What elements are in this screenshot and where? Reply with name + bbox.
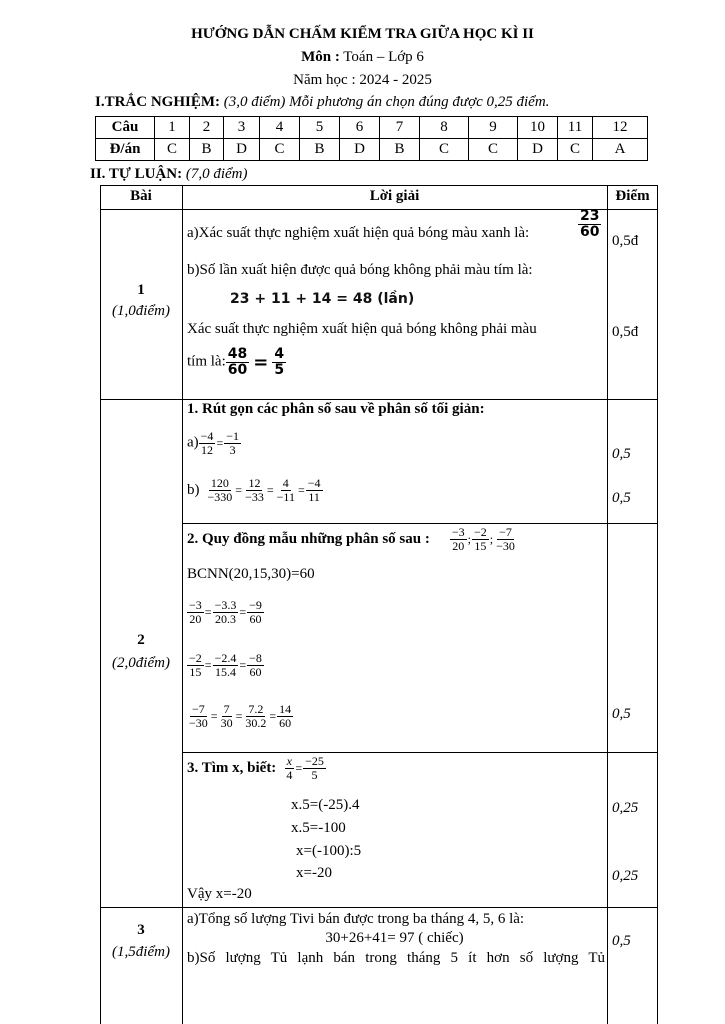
part1-title: I.TRẮC NGHIỆM:	[95, 94, 221, 110]
problem-1b-result	[187, 347, 286, 377]
problem-2-lcm: BCNN(20,15,30)=60	[187, 566, 315, 582]
part1-title-text: 1. Rút gọn các phân số sau về phân số tối giản:	[187, 401, 485, 417]
equals-sign: =	[253, 351, 269, 373]
table-border	[657, 185, 658, 1024]
question-cell: 5	[300, 117, 340, 139]
question-cell: 11	[558, 117, 593, 139]
answer-cell: B	[190, 139, 224, 161]
subject-line	[0, 49, 725, 66]
fraction-numerator: −25	[305, 754, 324, 768]
fraction-denominator: 12	[201, 442, 214, 457]
column-header-loi-giai: Lời giải	[369, 188, 420, 204]
item-prefix: b)	[187, 481, 200, 498]
answer-cell: C	[155, 139, 190, 161]
fraction-denominator: −30	[189, 715, 208, 730]
fraction-numerator: 14	[279, 702, 292, 716]
solve-conclusion: Vậy x=-20	[187, 886, 252, 902]
fraction-numerator: 120	[210, 476, 229, 490]
fraction-denominator: 15	[189, 664, 202, 679]
column-header-bai: Bài	[130, 188, 152, 204]
fraction-denominator: 60	[249, 611, 262, 626]
part2-note: (7,0 điểm)	[185, 166, 248, 182]
equals-sign: =	[295, 760, 303, 775]
fraction-denominator: 4	[286, 767, 293, 782]
fraction-numerator: −8	[249, 651, 262, 665]
equals-sign: =	[297, 482, 305, 497]
fraction-denominator: 60	[580, 223, 600, 240]
fraction-denominator: −30	[496, 538, 515, 553]
equals-sign: =	[239, 604, 247, 619]
fraction-denominator: 60	[249, 664, 262, 679]
fraction-numerator: −4	[307, 476, 321, 490]
question-cell: 1	[155, 117, 190, 139]
answer-cell: B	[300, 139, 340, 161]
fraction-denominator: −11	[276, 489, 295, 504]
question-cell: 3	[224, 117, 260, 139]
equals-sign: =	[204, 657, 212, 672]
question-cell: 6	[340, 117, 380, 139]
part2-title-text: 2. Quy đồng mẫu những phân số sau :	[187, 530, 430, 547]
fraction-numerator: −7	[192, 702, 205, 716]
problem-3a-text: a)Tổng số lượng Tivi bán được trong ba tháng 4, 5, 6 là:	[187, 911, 525, 927]
subject-value: Toán – Lớp 6	[343, 49, 424, 65]
equals-sign: =	[216, 435, 224, 450]
answer-cell: A	[593, 139, 648, 161]
fraction-numerator: −3.3	[214, 598, 237, 612]
problem-1b-text-2: Xác suất thực nghiệm xuất hiện quả bóng không phải màu	[187, 321, 537, 337]
fraction-denominator: 5	[274, 361, 285, 378]
question-cell: 12	[593, 117, 648, 139]
fraction-numerator: −4	[200, 429, 214, 443]
problem-2-part1-title	[187, 401, 485, 418]
subject-label: Môn :	[301, 49, 340, 65]
fraction-denominator: 60	[279, 715, 292, 730]
fraction-numerator: 7.2	[248, 702, 264, 716]
table-border	[100, 907, 658, 908]
problem-2-part1a-score: 0,5	[612, 446, 631, 462]
fraction-numerator: −3	[451, 525, 465, 539]
fraction-denominator: 15.4	[214, 664, 236, 679]
answer-key-table	[95, 116, 648, 161]
part1-note: (3,0 điểm) Mỗi phương án chọn đúng được 0,25 điểm.	[223, 94, 550, 110]
problem-2-points: (2,0điểm)	[112, 655, 170, 671]
problem-2-part1b-score: 0,5	[612, 490, 631, 506]
equals-sign: =	[235, 482, 243, 497]
table-border	[100, 209, 658, 210]
answer-cell: D	[224, 139, 260, 161]
fraction-denominator: 20.3	[214, 611, 236, 626]
fraction-numerator: −9	[249, 598, 262, 612]
question-cell: 4	[260, 117, 300, 139]
fraction-denominator: 30.2	[245, 715, 267, 730]
solve-step-4: x=-20	[296, 865, 332, 881]
answer-cell: D	[340, 139, 380, 161]
separator: ;	[489, 531, 494, 546]
equals-sign: =	[266, 482, 274, 497]
part2-title: II. TỰ LUẬN:	[90, 166, 183, 182]
problem-1b-equation: 23 + 11 + 14 = 48 (lần)	[230, 291, 415, 307]
fraction-denominator: 11	[308, 489, 320, 504]
solve-step-3: x=(-100):5	[296, 843, 362, 859]
problem-1b-text: b)Số lần xuất hiện được quả bóng không phải màu tím là:	[187, 262, 533, 278]
problem-1a-fraction	[578, 209, 601, 239]
fraction-denominator: 3	[229, 442, 236, 457]
fraction-numerator: 7	[223, 702, 230, 716]
problem-3a-equation: 30+26+41= 97 ( chiếc)	[325, 930, 464, 946]
table-border	[607, 185, 608, 1024]
document-title: HƯỚNG DẪN CHẤM KIỂM TRA GIỮA HỌC KÌ II	[191, 26, 534, 42]
fraction-numerator: x	[286, 754, 292, 768]
fraction-numerator: 4	[274, 346, 285, 362]
fraction-numerator: 48	[227, 346, 248, 362]
answer-cell: B	[380, 139, 420, 161]
question-row	[96, 117, 648, 139]
column-header-diem: Điểm	[615, 188, 650, 204]
school-year: Năm học : 2024 - 2025	[293, 72, 432, 88]
fraction-denominator: 20	[189, 611, 202, 626]
fraction-denominator: 15	[474, 538, 487, 553]
table-border	[182, 523, 658, 524]
fraction-denominator: −330	[207, 489, 233, 504]
item-prefix: a)	[187, 434, 199, 451]
problem-2-part2-title	[187, 526, 517, 552]
equals-sign: =	[210, 708, 218, 723]
fraction-numerator: −1	[226, 429, 239, 443]
problem-2-conversion-2	[187, 652, 264, 678]
question-cell: 10	[518, 117, 558, 139]
equals-sign: =	[239, 657, 247, 672]
fraction-denominator: −33	[245, 489, 264, 504]
row-label-answer: Đ/án	[96, 139, 155, 161]
table-border	[182, 752, 658, 753]
problem-1-number: 1	[137, 282, 145, 298]
equals-sign: =	[204, 604, 212, 619]
fraction-numerator: −2	[473, 525, 487, 539]
answer-cell: C	[469, 139, 518, 161]
part1-heading	[95, 94, 549, 111]
question-cell: 8	[420, 117, 469, 139]
answer-cell: D	[518, 139, 558, 161]
question-cell: 2	[190, 117, 224, 139]
problem-1b-text-3: tím là:	[187, 353, 226, 370]
problem-2-part3-score-1: 0,25	[612, 800, 639, 816]
problem-2-number: 2	[137, 632, 145, 648]
answer-cell: C	[558, 139, 593, 161]
equals-sign: =	[235, 708, 243, 723]
problem-2-conversion-3	[187, 703, 293, 729]
fraction-denominator: 60	[227, 361, 248, 378]
table-border	[100, 399, 658, 400]
table-border	[100, 185, 658, 186]
problem-1a-text: a)Xác suất thực nghiệm xuất hiện quả bóng màu xanh là:	[187, 225, 530, 241]
fraction-numerator: −2.4	[214, 651, 237, 665]
part2-heading	[90, 166, 248, 183]
fraction-numerator: −3	[189, 598, 202, 612]
solve-step-1: x.5=(-25).4	[291, 797, 360, 813]
problem-1b-score: 0,5đ	[612, 324, 639, 340]
question-cell: 7	[380, 117, 420, 139]
question-cell: 9	[469, 117, 518, 139]
problem-1-points: (1,0điểm)	[112, 303, 170, 319]
separator: ;	[467, 531, 471, 546]
equals-sign: =	[269, 708, 277, 723]
fraction-denominator: 30	[220, 715, 233, 730]
problem-2-part3-title	[187, 755, 326, 781]
problem-2-conversion-1	[187, 599, 264, 625]
fraction-numerator: 23	[580, 208, 600, 224]
fraction-numerator: −2	[189, 651, 202, 665]
problem-3-points: (1,5điểm)	[112, 944, 170, 960]
essay-grading-table	[100, 185, 658, 1024]
problem-2-part2-score: 0,5	[612, 706, 631, 722]
fraction-numerator: 12	[248, 476, 261, 490]
answer-cell: C	[420, 139, 469, 161]
problem-3-number: 3	[137, 922, 145, 938]
part3-title-text: 3. Tìm x, biết:	[187, 759, 277, 776]
table-border	[182, 185, 183, 1024]
problem-2-part1b	[187, 477, 323, 503]
problem-2-part3-score-2: 0,25	[612, 868, 639, 884]
answer-cell: C	[260, 139, 300, 161]
problem-3b-text: b)Số lượng Tủ lạnh bán trong tháng 5 ít hơn số lượng Tủ	[187, 950, 605, 966]
problem-1a-score: 0,5đ	[612, 233, 639, 249]
problem-3a-score: 0,5	[612, 933, 631, 949]
fraction-numerator: 4	[282, 476, 289, 490]
fraction-numerator: −7	[499, 525, 512, 539]
fraction-denominator: 20	[452, 538, 465, 553]
answer-row	[96, 139, 648, 161]
solve-step-2: x.5=-100	[291, 820, 346, 836]
problem-2-part1a	[187, 430, 241, 456]
row-label-question: Câu	[96, 117, 155, 139]
fraction-denominator: 5	[311, 767, 318, 782]
